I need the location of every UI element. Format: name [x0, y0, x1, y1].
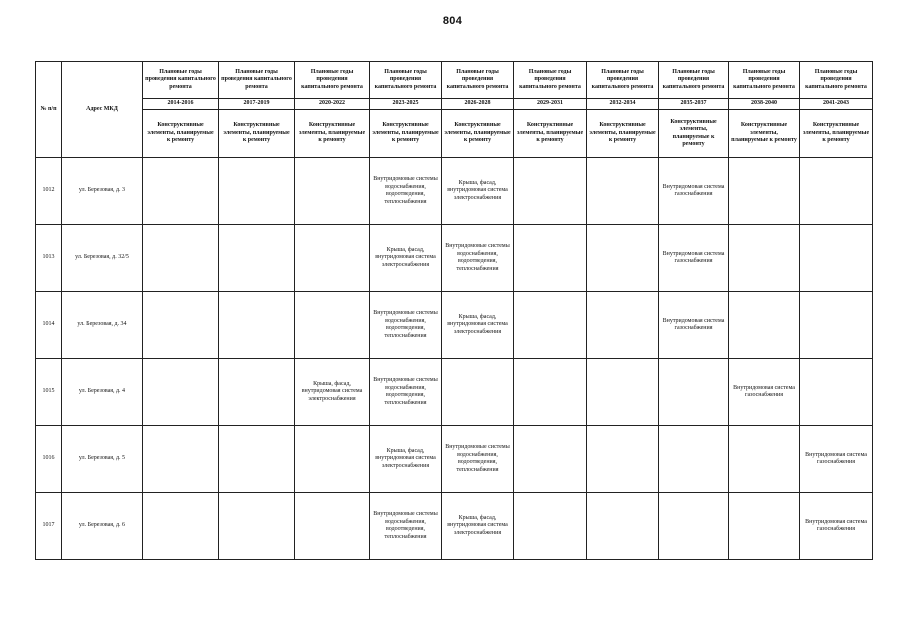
repair-work-cell: [514, 292, 587, 359]
repair-work-cell: Внутридомовые системы водоснабжения, водоотведения, теплоснабжения: [370, 359, 442, 426]
header-plan-cell: Плановые годы проведения капитального ремонта: [219, 62, 295, 99]
table-row: [36, 426, 873, 493]
table-body: [36, 158, 873, 560]
repair-work-cell: Крыша, фасад, внутридомовая система электроснабжения: [370, 426, 442, 493]
header-elements-cell: Конструктивные элементы, планируемые к ремонту: [442, 110, 514, 158]
repair-work-cell: [587, 426, 659, 493]
repair-work-cell: [295, 493, 370, 560]
repair-work-cell: [800, 292, 873, 359]
repair-work-cell: [143, 158, 219, 225]
repair-work-cell: Крыша, фасад, внутридомовая система электроснабжения: [295, 359, 370, 426]
header-elements-cell: Конструктивные элементы, планируемые к ремонту: [219, 110, 295, 158]
repair-work-cell: [587, 225, 659, 292]
repair-work-cell: [143, 225, 219, 292]
repair-work-cell: Внутридомовая система газоснабжения: [800, 493, 873, 560]
repair-work-cell: [219, 359, 295, 426]
repair-work-cell: Внутридомовые системы водоснабжения, водоотведения, теплоснабжения: [442, 225, 514, 292]
header-elements-cell: Конструктивные элементы, планируемые к ремонту: [295, 110, 370, 158]
repair-work-cell: [143, 359, 219, 426]
repair-work-cell: [729, 426, 800, 493]
page-number: 804: [442, 15, 463, 27]
header-elements-cell: Конструктивные элементы, планируемые к ремонту: [800, 110, 873, 158]
repair-work-cell: [659, 359, 729, 426]
repair-work-cell: [659, 493, 729, 560]
header-period: 2035-2037: [659, 99, 729, 110]
repair-work-cell: Крыша, фасад, внутридомовая система электроснабжения: [442, 493, 514, 560]
repair-work-cell: [587, 292, 659, 359]
header-num: № п/п: [36, 62, 62, 158]
repair-work-cell: [800, 158, 873, 225]
repair-work-cell: Внутридомовая система газоснабжения: [729, 359, 800, 426]
repair-work-cell: [219, 426, 295, 493]
repair-work-cell: Внутридомовые системы водоснабжения, водоотведения, теплоснабжения: [442, 426, 514, 493]
row-address: ул. Березовая, д. 3: [62, 158, 143, 225]
repair-work-cell: [729, 493, 800, 560]
repair-work-cell: Крыша, фасад, внутридомовая система электроснабжения: [370, 225, 442, 292]
repair-work-cell: [219, 292, 295, 359]
header-plan-cell: Плановые годы проведения капитального ремонта: [800, 62, 873, 99]
header-elements-cell: Конструктивные элементы, планируемые к ремонту: [587, 110, 659, 158]
repair-work-cell: [587, 158, 659, 225]
repair-work-cell: [800, 225, 873, 292]
header-plan-cell: Плановые годы проведения капитального ремонта: [514, 62, 587, 99]
header-plan-cell: Плановые годы проведения капитального ремонта: [587, 62, 659, 99]
header-plan-cell: Плановые годы проведения капитального ремонта: [729, 62, 800, 99]
repair-work-cell: [729, 292, 800, 359]
repair-work-cell: [587, 493, 659, 560]
repair-work-cell: [729, 158, 800, 225]
row-number: 1015: [36, 359, 62, 426]
repair-work-cell: [219, 225, 295, 292]
header-elements-cell: Конструктивные элементы, планируемые к ремонту: [143, 110, 219, 158]
row-address: ул. Березовая, д. 5: [62, 426, 143, 493]
repair-work-cell: Внутридомовые системы водоснабжения, водоотведения, теплоснабжения: [370, 292, 442, 359]
repair-work-cell: [295, 158, 370, 225]
repair-work-cell: [295, 292, 370, 359]
header-period: 2017-2019: [219, 99, 295, 110]
repair-work-cell: [514, 493, 587, 560]
header-period: 2041-2043: [800, 99, 873, 110]
header-row-elements: [36, 110, 873, 158]
header-period: 2029-2031: [514, 99, 587, 110]
header-period: 2020-2022: [295, 99, 370, 110]
repair-work-cell: [143, 426, 219, 493]
header-period: 2032-2034: [587, 99, 659, 110]
header-elements-cell: Конструктивные элементы, планируемые к ремонту: [370, 110, 442, 158]
row-number: 1017: [36, 493, 62, 560]
header-period: 2014-2016: [143, 99, 219, 110]
header-period: 2023-2025: [370, 99, 442, 110]
repair-work-cell: [295, 225, 370, 292]
header-elements-cell: Конструктивные элементы, планируемые к ремонту: [514, 110, 587, 158]
repair-work-cell: [514, 225, 587, 292]
row-address: ул. Березовая, д. 4: [62, 359, 143, 426]
repair-work-cell: [219, 158, 295, 225]
repair-work-cell: [800, 359, 873, 426]
table-row: [36, 292, 873, 359]
row-number: 1013: [36, 225, 62, 292]
header-row-plan: [36, 62, 873, 99]
row-address: ул. Березовая, д. 6: [62, 493, 143, 560]
header-plan-cell: Плановые годы проведения капитального ремонта: [442, 62, 514, 99]
repair-work-cell: [219, 493, 295, 560]
header-plan-cell: Плановые годы проведения капитального ремонта: [295, 62, 370, 99]
repair-work-cell: Внутридомовые системы водоснабжения, водоотведения, теплоснабжения: [370, 493, 442, 560]
repair-work-cell: [442, 359, 514, 426]
repair-work-cell: [514, 359, 587, 426]
repair-work-cell: Крыша, фасад, внутридомовая система электроснабжения: [442, 158, 514, 225]
header-address: Адрес МКД: [62, 62, 143, 158]
repair-work-cell: [514, 426, 587, 493]
repair-work-cell: Внутридомовая система газоснабжения: [659, 225, 729, 292]
row-number: 1014: [36, 292, 62, 359]
repair-work-cell: Внутридомовая система газоснабжения: [800, 426, 873, 493]
header-plan-cell: Плановые годы проведения капитального ремонта: [143, 62, 219, 99]
repair-work-cell: [143, 493, 219, 560]
repair-work-cell: Крыша, фасад, внутридомовая система электроснабжения: [442, 292, 514, 359]
repair-work-cell: [729, 225, 800, 292]
header-elements-cell: Конструктивные элементы, планируемые к ремонту: [659, 110, 729, 158]
header-row-years: [36, 99, 873, 110]
header-elements-cell: Конструктивные элементы, планируемые к ремонту: [729, 110, 800, 158]
repair-work-cell: Внутридомовая система газоснабжения: [659, 292, 729, 359]
row-number: 1012: [36, 158, 62, 225]
table-row: [36, 158, 873, 225]
repair-work-cell: [295, 426, 370, 493]
row-address: ул. Березовая, д. 34: [62, 292, 143, 359]
table-row: [36, 225, 873, 292]
header-plan-cell: Плановые годы проведения капитального ремонта: [370, 62, 442, 99]
header-period: 2038-2040: [729, 99, 800, 110]
header-period: 2026-2028: [442, 99, 514, 110]
repair-work-cell: Внутридомовая система газоснабжения: [659, 158, 729, 225]
table-row: [36, 359, 873, 426]
header-plan-cell: Плановые годы проведения капитального ремонта: [659, 62, 729, 99]
table-row: [36, 493, 873, 560]
row-address: ул. Березовая, д. 32/5: [62, 225, 143, 292]
row-number: 1016: [36, 426, 62, 493]
repair-work-cell: Внутридомовые системы водоснабжения, водоотведения, теплоснабжения: [370, 158, 442, 225]
repair-work-cell: [659, 426, 729, 493]
capital-repair-plan-table: [35, 61, 873, 560]
repair-work-cell: [514, 158, 587, 225]
repair-work-cell: [143, 292, 219, 359]
repair-work-cell: [587, 359, 659, 426]
